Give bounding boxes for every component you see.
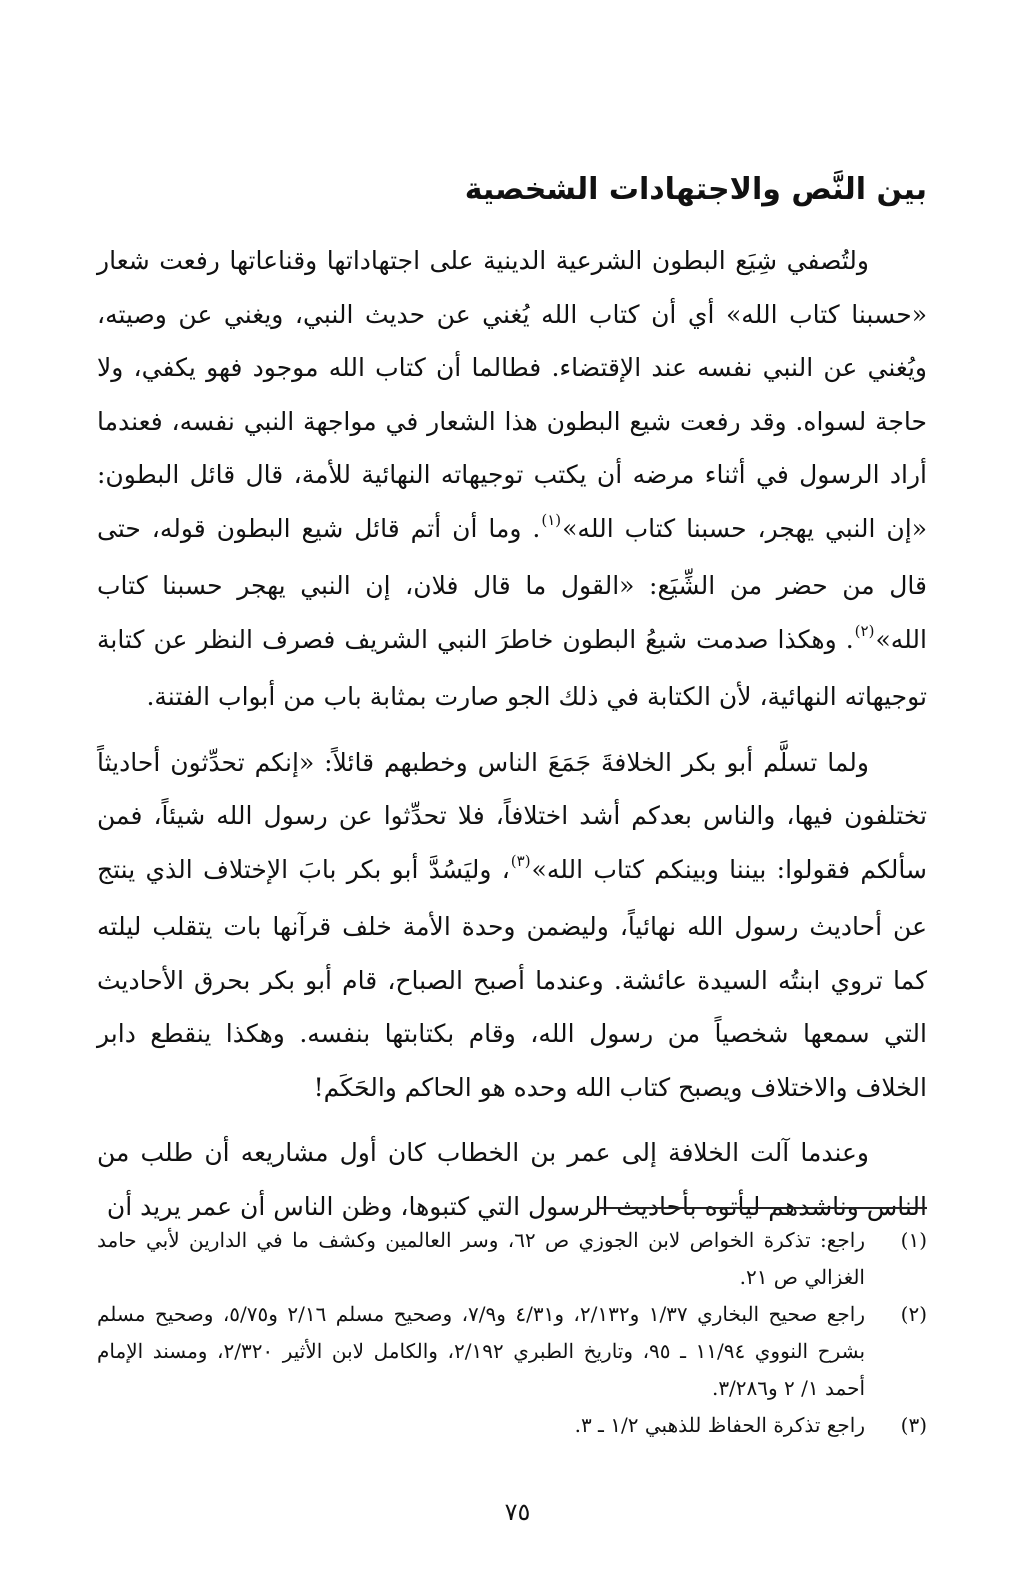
footnote-text: راجع: تذكرة الخواص لابن الجوزي ص ٦٢، وسر العالمين وكشف ما في الدارين لأبي حامد الغزالي ص ٢١. [97, 1228, 865, 1289]
paragraph-3 [97, 1126, 927, 1233]
paragraph-2-text-b: ، وليَسُدَّ أبو بكر بابَ الإختلاف الذي ينتج عن أحاديث رسول الله نهائياً، وليضمن وحدة الأمة خلف قرآنها بات يتقلب ليلته كما تروي ابنتُه السيدة عائشة. وعندما أصبح الصباح، قام أبو بكر بحرق الأحاديث التي سمعها شخصياً من رسول الله، وقام بكتابتها بنفسه. وهكذا ينقطع دابر الخلاف والاختلاف ويصبح كتاب الله وحده هو الحاكم والحَكَم! [97, 854, 927, 1102]
footnote-3 [97, 1407, 927, 1444]
footnote-text: راجع صحيح البخاري ١/٣٧ و٢/١٣٢، و٤/٣١ و٧/٩، وصحيح مسلم ٢/١٦ و٥/٧٥، وصحيح مسلم بشرح النووي ١١/٩٤ ـ ٩٥، وتاريخ الطبري ٢/١٩٢، والكامل لابن الأثير ٢/٣٢٠، ومسند الإمام أحمد ١/ ٢ و٣/٢٨٦. [97, 1302, 866, 1400]
footnote-number: (٢) [900, 1302, 927, 1326]
footnotes [97, 1222, 927, 1444]
paragraph-1-text-a: ولتُصفي شِيَع البطون الشرعية الدينية على اجتهاداتها وقناعاتها رفعت شعار «حسبنا كتاب الله» أي أن كتاب الله يُغني عن حديث النبي، ويغني عن وصيته، ويُغني عن النبي نفسه عند الإقتضاء. فطالما أن كتاب الله موجود فهو يكفي، ولا حاجة لسواه. وقد رفعت شيع البطون هذا الشعار في مواجهة النبي نفسه، فعندما أراد الرسول في أثناء مرضه أن يكتب توجيهاته النهائية للأمة، قال قائل البطون: «إن النبي يهجر، حسبنا كتاب الله» [97, 246, 927, 543]
paragraph-2 [97, 736, 927, 1115]
footnote-divider [597, 1207, 927, 1209]
page-title: بين النَّص والاجتهادات الشخصية [464, 172, 927, 207]
paragraph-1-text-c: . وهكذا صدمت شيعُ البطون خاطرَ النبي الشريف فصرف النظر عن كتابة توجيهاته النهائية، لأن الكتابة في ذلك الجو صارت بمثابة باب من أبواب الفتنة. [97, 624, 927, 711]
paragraph-3-text-a: وعندما آلت الخلافة إلى عمر بن الخطاب كان أول مشاريعه أن طلب من الناس وناشدهم ليأتوه بأحاديث الرسول التي كتبوها، وظن الناس أن عمر يريد أن [97, 1138, 927, 1221]
paragraph-1 [97, 234, 927, 724]
body-text [97, 234, 927, 1245]
page-number: ٧٥ [504, 1498, 531, 1526]
footnote-text: راجع تذكرة الحفاظ للذهبي ١/٢ ـ ٣. [574, 1413, 865, 1437]
footnote-number: (٣) [900, 1413, 927, 1437]
footnote-ref-2: (٢) [854, 621, 875, 640]
footnote-number: (١) [900, 1228, 927, 1252]
paragraph-1-text-b: . وما أن أتم قائل شيع البطون قوله، حتى قال من حضر من الشِّيَع: «القول ما قال فلان، إن النبي يهجر حسبنا كتاب الله» [97, 513, 927, 654]
footnote-1 [97, 1222, 927, 1296]
footnote-ref-3: (٣) [510, 851, 531, 870]
footnote-2 [97, 1296, 927, 1407]
paragraph-2-text-a: ولما تسلَّم أبو بكر الخلافةَ جَمَعَ الناس وخطبهم قائلاً: «إنكم تحدِّثون أحاديثاً تختلفون فيها، والناس بعدكم أشد اختلافاً، فلا تحدِّثوا عن رسول الله شيئاً، فمن سألكم فقولوا: بيننا وبينكم كتاب الله» [97, 747, 927, 884]
footnote-ref-1: (١) [541, 510, 562, 529]
